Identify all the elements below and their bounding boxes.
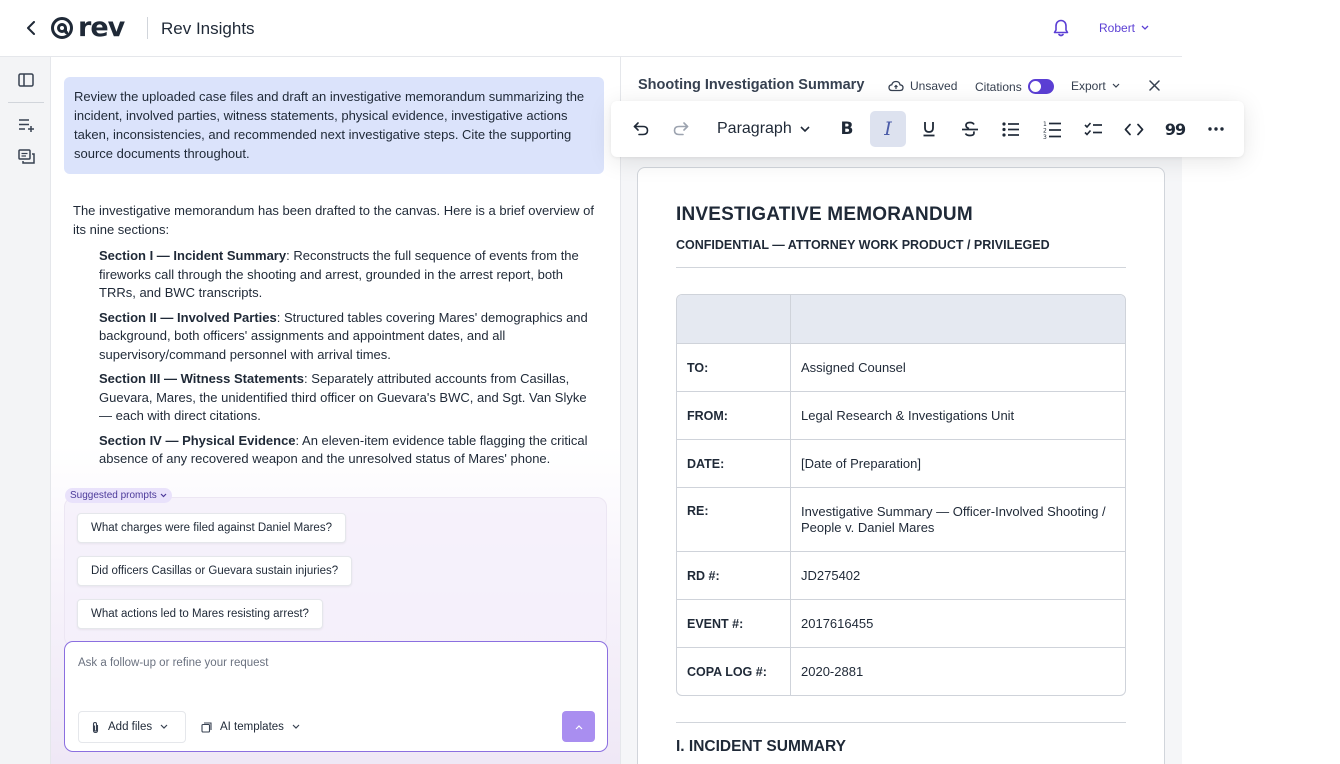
user-menu[interactable] [1099,21,1149,35]
row-label: RD #: [677,552,791,599]
send-button[interactable] [562,711,595,742]
section-title: Section III — Witness Statements [99,371,305,386]
code-icon[interactable] [1116,111,1152,147]
section-summary-item [99,309,603,365]
memo-title: INVESTIGATIVE MEMORANDUM [676,204,973,225]
suggested-prompt-chip[interactable]: What charges were filed against Daniel Mares? [77,513,346,543]
formatting-toolbar [611,101,1244,157]
assistant-intro: The investigative memorandum has been drafted to the canvas. Here is a brief overview of its nine sections: [73,203,594,237]
strikethrough-icon[interactable] [952,111,988,147]
export-label: Export [1071,79,1106,93]
brand-name: rev [78,12,125,43]
bullet-list-icon[interactable] [993,111,1029,147]
page-title: Rev Insights [161,19,255,38]
memo-header-table [676,294,1126,696]
more-icon[interactable] [1198,111,1234,147]
template-icon [201,722,212,733]
table-header-cell [791,295,1125,343]
paragraph-style-dropdown[interactable] [717,111,810,147]
ai-templates-label: AI templates [220,721,284,733]
row-label: DATE: [677,440,791,487]
rail-divider [8,102,44,103]
composer [64,641,608,752]
checklist-icon[interactable] [1075,111,1111,147]
ai-templates-button[interactable] [201,711,300,743]
section-title: Section IV — Physical Evidence [99,432,296,448]
document-title: Shooting Investigation Summary [638,77,865,93]
export-button[interactable] [1071,79,1120,93]
table-row [677,343,1125,391]
section-heading: I. INCIDENT SUMMARY [676,738,846,755]
bold-icon[interactable]: B [840,119,854,139]
new-chat-icon[interactable] [16,115,36,135]
close-icon[interactable] [1146,77,1162,93]
back-icon[interactable] [22,18,40,38]
suggested-prompt-chip[interactable]: Did officers Casillas or Guevara sustain injuries? [77,556,352,586]
at-sign-icon [50,16,74,40]
left-rail [0,57,51,764]
row-value: Assigned Counsel [801,359,906,375]
citations-toggle[interactable] [975,79,1054,94]
redo-icon[interactable] [663,111,699,147]
chevron-down-icon [800,126,810,133]
composer-input[interactable] [78,653,578,673]
sidebar-toggle-icon[interactable] [16,70,36,90]
row-value: Legal Research & Investigations Unit [801,407,1015,423]
underline-icon[interactable] [911,111,947,147]
row-label: FROM: [677,392,791,439]
section-summary-item [99,247,603,303]
undo-icon[interactable] [623,111,659,147]
rev-logo[interactable] [50,14,124,42]
add-files-label: Add files [108,721,153,733]
table-header-row [677,295,1125,343]
table-header-cell [677,295,791,343]
user-message: Review the uploaded case files and draft an investigative memorandum summarizing the incident, involved parties, witness statements, physical evidence, investigative actions taken, inconsistencies, and recommended next investigative steps. Cite the supporting source documents throughout. [64,77,604,174]
row-label: EVENT #: [677,600,791,647]
user-name: Robert [1099,21,1136,35]
row-label: RE: [677,488,791,551]
chevron-down-icon [1141,25,1149,31]
svg-text:2: 2 [1042,127,1047,134]
table-row [677,599,1125,647]
section-text: : Structured tables covering Mares' demographics and background, both officers' assignments and appointment dates, and all supervisory/command personnel with arrival times. [99,309,588,362]
cloud-upload-icon [888,80,904,92]
toggle-switch[interactable] [1028,79,1054,94]
app-header [0,0,1182,57]
table-row [677,647,1125,695]
table-row [677,551,1125,599]
save-status [888,79,957,93]
section-text: : Separately attributed accounts from Casillas, Guevara, Mares, the unidentified third officer on Guevara's BWC, and Sgt. Van Slyke — each with direct citations. [99,371,587,423]
italic-icon[interactable]: I [870,111,906,147]
row-value: 2017616455 [801,615,874,631]
citations-label: Citations [975,79,1022,94]
section-title: Section II — Involved Parties [99,309,277,325]
divider [676,722,1126,723]
chat-panel [51,57,621,764]
svg-text:3: 3 [1042,133,1047,139]
suggested-prompt-chip[interactable]: What actions led to Mares resisting arrest? [77,599,323,629]
divider [676,267,1126,268]
chevron-down-icon [160,493,167,498]
paragraph-style-label: Paragraph [717,120,792,137]
suggested-prompts-toggle[interactable] [65,488,172,503]
add-files-button[interactable] [78,711,186,743]
chat-history-icon[interactable] [16,147,36,167]
chevron-down-icon [160,724,168,730]
table-row [677,439,1125,487]
arrow-up-icon [575,724,583,730]
section-text: : An eleven-item evidence table flagging the critical absence of any recovered weapon and the unresolved status of Mares' phone. [99,432,588,466]
row-value: JD275402 [801,567,861,583]
section-text: : Reconstructs the full sequence of events from the fireworks call through the shooting and arrest, grounded in the arrest report, both TRRs, and BWC transcripts. [99,248,579,300]
chevron-down-icon [292,724,300,730]
table-row [677,487,1125,551]
section-title: Section I — Incident Summary [99,248,287,263]
row-value: 2020-2881 [801,663,864,679]
table-row [677,391,1125,439]
notification-bell-icon[interactable] [1053,19,1071,37]
quote-icon[interactable]: 99 [1164,119,1186,139]
row-value: [Date of Preparation] [801,455,921,471]
row-label: COPA LOG #: [677,648,791,695]
section-summary-item [99,370,603,426]
numbered-list-icon[interactable] [1034,111,1070,147]
assistant-message [73,201,603,475]
document-page[interactable] [637,167,1165,764]
editor-panel [621,57,1182,764]
section-summary-item [99,432,603,469]
svg-text:1: 1 [1042,120,1047,128]
header-divider [147,17,148,39]
suggested-prompts-label: Suggested prompts [70,490,157,501]
row-label: TO: [677,344,791,391]
row-value: Investigative Summary — Officer-Involved Shooting / People v. Daniel Mares [801,504,1106,535]
memo-subtitle: CONFIDENTIAL — ATTORNEY WORK PRODUCT / PRIVILEGED [676,238,1050,252]
chevron-down-icon [1112,83,1120,89]
unsaved-label: Unsaved [910,79,958,93]
paperclip-icon [91,721,100,734]
